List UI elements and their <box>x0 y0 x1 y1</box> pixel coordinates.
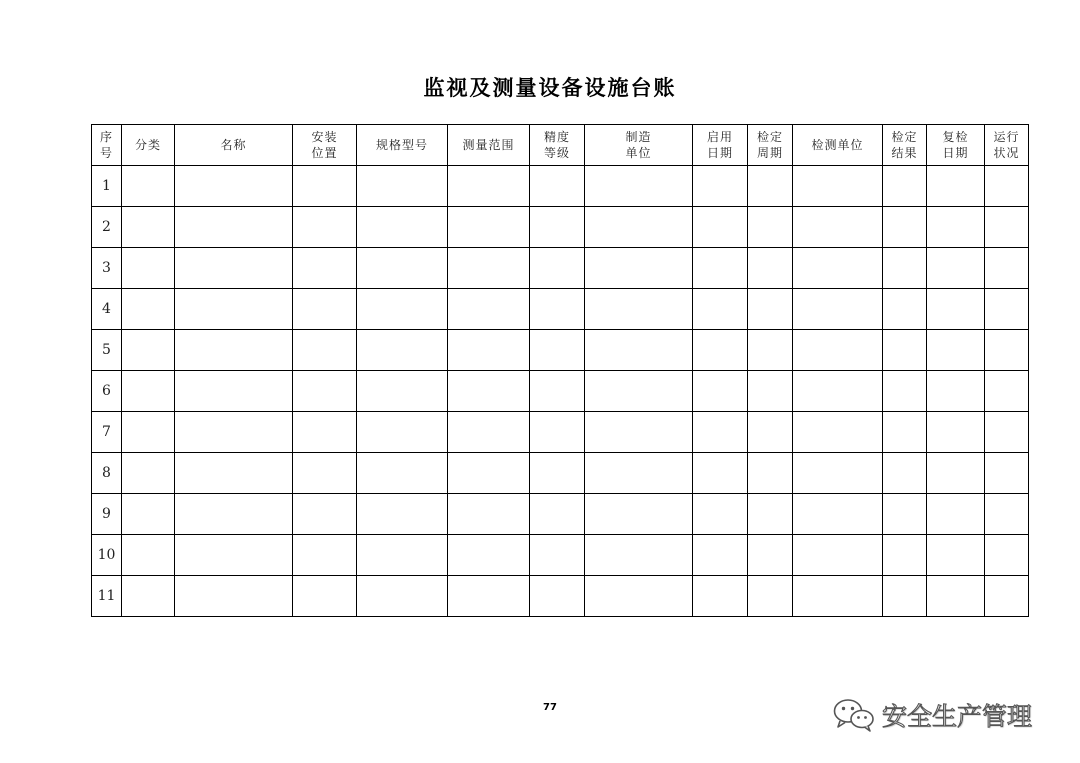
empty-cell[interactable] <box>357 453 448 494</box>
empty-cell[interactable] <box>357 494 448 535</box>
header-cell-range: 测量范围 <box>448 125 530 166</box>
empty-cell[interactable] <box>985 494 1029 535</box>
header-cell-model: 规格型号 <box>357 125 448 166</box>
empty-cell[interactable] <box>357 248 448 289</box>
empty-cell[interactable] <box>530 166 585 207</box>
empty-cell[interactable] <box>985 289 1029 330</box>
empty-cell[interactable] <box>175 166 293 207</box>
empty-cell[interactable] <box>585 453 693 494</box>
empty-cell[interactable] <box>175 330 293 371</box>
empty-cell[interactable] <box>927 412 985 453</box>
empty-cell[interactable] <box>883 535 927 576</box>
empty-cell[interactable] <box>530 412 585 453</box>
empty-cell[interactable] <box>122 494 175 535</box>
empty-cell[interactable] <box>448 289 530 330</box>
empty-cell[interactable] <box>448 535 530 576</box>
empty-cell[interactable] <box>530 494 585 535</box>
table-header-row <box>92 125 1029 166</box>
empty-cell[interactable] <box>293 166 357 207</box>
empty-cell[interactable] <box>883 289 927 330</box>
empty-cell[interactable] <box>748 412 793 453</box>
empty-cell[interactable] <box>293 453 357 494</box>
empty-cell[interactable] <box>927 453 985 494</box>
empty-cell[interactable] <box>883 248 927 289</box>
empty-cell[interactable] <box>122 289 175 330</box>
empty-cell[interactable] <box>693 289 748 330</box>
row-number-cell: 2 <box>92 207 122 248</box>
empty-cell[interactable] <box>748 289 793 330</box>
empty-cell[interactable] <box>175 535 293 576</box>
header-cell-location: 安装 位置 <box>293 125 357 166</box>
empty-cell[interactable] <box>748 494 793 535</box>
row-number-cell: 8 <box>92 453 122 494</box>
empty-cell[interactable] <box>985 453 1029 494</box>
empty-cell[interactable] <box>883 453 927 494</box>
empty-cell[interactable] <box>530 453 585 494</box>
empty-cell[interactable] <box>175 576 293 617</box>
empty-cell[interactable] <box>530 207 585 248</box>
header-cell-test-unit: 检测单位 <box>793 125 883 166</box>
empty-cell[interactable] <box>448 330 530 371</box>
empty-cell[interactable] <box>793 330 883 371</box>
page-number: 77 <box>543 702 557 713</box>
equipment-ledger-table <box>91 124 1029 617</box>
empty-cell[interactable] <box>530 576 585 617</box>
empty-cell[interactable] <box>448 576 530 617</box>
empty-cell[interactable] <box>693 330 748 371</box>
empty-cell[interactable] <box>693 412 748 453</box>
document-title: 监视及测量设备设施台账 <box>423 75 677 100</box>
table-row <box>92 166 1029 207</box>
empty-cell[interactable] <box>530 535 585 576</box>
empty-cell[interactable] <box>175 494 293 535</box>
empty-cell[interactable] <box>448 207 530 248</box>
empty-cell[interactable] <box>927 494 985 535</box>
table-row <box>92 535 1029 576</box>
header-cell-recheck-date: 复检 日期 <box>927 125 985 166</box>
empty-cell[interactable] <box>530 371 585 412</box>
empty-cell[interactable] <box>122 207 175 248</box>
table-row <box>92 494 1029 535</box>
empty-cell[interactable] <box>927 371 985 412</box>
empty-cell[interactable] <box>883 494 927 535</box>
empty-cell[interactable] <box>122 576 175 617</box>
empty-cell[interactable] <box>883 576 927 617</box>
empty-cell[interactable] <box>693 494 748 535</box>
empty-cell[interactable] <box>530 248 585 289</box>
table-row <box>92 453 1029 494</box>
empty-cell[interactable] <box>293 330 357 371</box>
empty-cell[interactable] <box>293 412 357 453</box>
empty-cell[interactable] <box>585 248 693 289</box>
empty-cell[interactable] <box>793 371 883 412</box>
empty-cell[interactable] <box>175 453 293 494</box>
empty-cell[interactable] <box>357 289 448 330</box>
empty-cell[interactable] <box>985 371 1029 412</box>
empty-cell[interactable] <box>293 494 357 535</box>
empty-cell[interactable] <box>927 248 985 289</box>
empty-cell[interactable] <box>985 166 1029 207</box>
header-cell-accuracy: 精度 等级 <box>530 125 585 166</box>
empty-cell[interactable] <box>448 371 530 412</box>
empty-cell[interactable] <box>175 412 293 453</box>
empty-cell[interactable] <box>793 535 883 576</box>
empty-cell[interactable] <box>693 166 748 207</box>
empty-cell[interactable] <box>530 289 585 330</box>
header-cell-seq: 序 号 <box>92 125 122 166</box>
empty-cell[interactable] <box>293 289 357 330</box>
empty-cell[interactable] <box>748 248 793 289</box>
empty-cell[interactable] <box>793 248 883 289</box>
empty-cell[interactable] <box>357 166 448 207</box>
empty-cell[interactable] <box>793 166 883 207</box>
table-row <box>92 207 1029 248</box>
empty-cell[interactable] <box>693 535 748 576</box>
empty-cell[interactable] <box>293 207 357 248</box>
empty-cell[interactable] <box>293 371 357 412</box>
empty-cell[interactable] <box>748 371 793 412</box>
empty-cell[interactable] <box>585 207 693 248</box>
row-number-cell: 7 <box>92 412 122 453</box>
table-row <box>92 371 1029 412</box>
empty-cell[interactable] <box>585 576 693 617</box>
empty-cell[interactable] <box>793 289 883 330</box>
empty-cell[interactable] <box>693 207 748 248</box>
wechat-icon <box>832 697 876 733</box>
row-number-cell: 1 <box>92 166 122 207</box>
empty-cell[interactable] <box>693 248 748 289</box>
empty-cell[interactable] <box>693 453 748 494</box>
row-number-cell: 6 <box>92 371 122 412</box>
header-cell-status: 运行 状况 <box>985 125 1029 166</box>
empty-cell[interactable] <box>585 330 693 371</box>
empty-cell[interactable] <box>927 535 985 576</box>
header-cell-verify-result: 检定 结果 <box>883 125 927 166</box>
empty-cell[interactable] <box>122 371 175 412</box>
row-number-cell: 5 <box>92 330 122 371</box>
table-row <box>92 330 1029 371</box>
empty-cell[interactable] <box>748 535 793 576</box>
empty-cell[interactable] <box>357 412 448 453</box>
empty-cell[interactable] <box>985 330 1029 371</box>
watermark <box>832 695 1032 735</box>
empty-cell[interactable] <box>748 207 793 248</box>
empty-cell[interactable] <box>585 412 693 453</box>
empty-cell[interactable] <box>985 412 1029 453</box>
table-row <box>92 412 1029 453</box>
header-cell-verify-period: 检定 周期 <box>748 125 793 166</box>
empty-cell[interactable] <box>985 535 1029 576</box>
empty-cell[interactable] <box>927 576 985 617</box>
empty-cell[interactable] <box>927 330 985 371</box>
empty-cell[interactable] <box>585 494 693 535</box>
empty-cell[interactable] <box>793 412 883 453</box>
empty-cell[interactable] <box>122 330 175 371</box>
empty-cell[interactable] <box>793 207 883 248</box>
header-cell-name: 名称 <box>175 125 293 166</box>
empty-cell[interactable] <box>122 535 175 576</box>
empty-cell[interactable] <box>293 248 357 289</box>
empty-cell[interactable] <box>793 453 883 494</box>
empty-cell[interactable] <box>693 576 748 617</box>
empty-cell[interactable] <box>448 166 530 207</box>
empty-cell[interactable] <box>448 453 530 494</box>
empty-cell[interactable] <box>748 330 793 371</box>
empty-cell[interactable] <box>585 371 693 412</box>
row-number-cell: 10 <box>92 535 122 576</box>
empty-cell[interactable] <box>175 248 293 289</box>
table-row <box>92 576 1029 617</box>
table-row <box>92 248 1029 289</box>
header-cell-start-date: 启用 日期 <box>693 125 748 166</box>
empty-cell[interactable] <box>883 412 927 453</box>
empty-cell[interactable] <box>985 207 1029 248</box>
row-number-cell: 11 <box>92 576 122 617</box>
empty-cell[interactable] <box>293 576 357 617</box>
empty-cell[interactable] <box>448 248 530 289</box>
empty-cell[interactable] <box>927 289 985 330</box>
empty-cell[interactable] <box>585 166 693 207</box>
header-cell-manufacturer: 制造 单位 <box>585 125 693 166</box>
empty-cell[interactable] <box>530 330 585 371</box>
empty-cell[interactable] <box>985 248 1029 289</box>
empty-cell[interactable] <box>357 207 448 248</box>
empty-cell[interactable] <box>883 166 927 207</box>
empty-cell[interactable] <box>883 371 927 412</box>
empty-cell[interactable] <box>175 289 293 330</box>
watermark-text: 安全生产管理 <box>882 702 1033 731</box>
empty-cell[interactable] <box>883 207 927 248</box>
empty-cell[interactable] <box>883 330 927 371</box>
table-row <box>92 289 1029 330</box>
empty-cell[interactable] <box>448 412 530 453</box>
empty-cell[interactable] <box>693 371 748 412</box>
empty-cell[interactable] <box>122 412 175 453</box>
empty-cell[interactable] <box>357 576 448 617</box>
row-number-cell: 3 <box>92 248 122 289</box>
row-number-cell: 9 <box>92 494 122 535</box>
empty-cell[interactable] <box>357 371 448 412</box>
empty-cell[interactable] <box>448 494 530 535</box>
empty-cell[interactable] <box>175 207 293 248</box>
empty-cell[interactable] <box>122 166 175 207</box>
empty-cell[interactable] <box>585 535 693 576</box>
header-cell-category: 分类 <box>122 125 175 166</box>
empty-cell[interactable] <box>985 576 1029 617</box>
empty-cell[interactable] <box>122 453 175 494</box>
empty-cell[interactable] <box>748 453 793 494</box>
empty-cell[interactable] <box>293 535 357 576</box>
empty-cell[interactable] <box>793 494 883 535</box>
empty-cell[interactable] <box>357 535 448 576</box>
empty-cell[interactable] <box>585 289 693 330</box>
empty-cell[interactable] <box>748 576 793 617</box>
row-number-cell: 4 <box>92 289 122 330</box>
empty-cell[interactable] <box>122 248 175 289</box>
empty-cell[interactable] <box>175 371 293 412</box>
table-body <box>92 166 1029 617</box>
empty-cell[interactable] <box>748 166 793 207</box>
empty-cell[interactable] <box>357 330 448 371</box>
empty-cell[interactable] <box>927 207 985 248</box>
empty-cell[interactable] <box>793 576 883 617</box>
empty-cell[interactable] <box>927 166 985 207</box>
